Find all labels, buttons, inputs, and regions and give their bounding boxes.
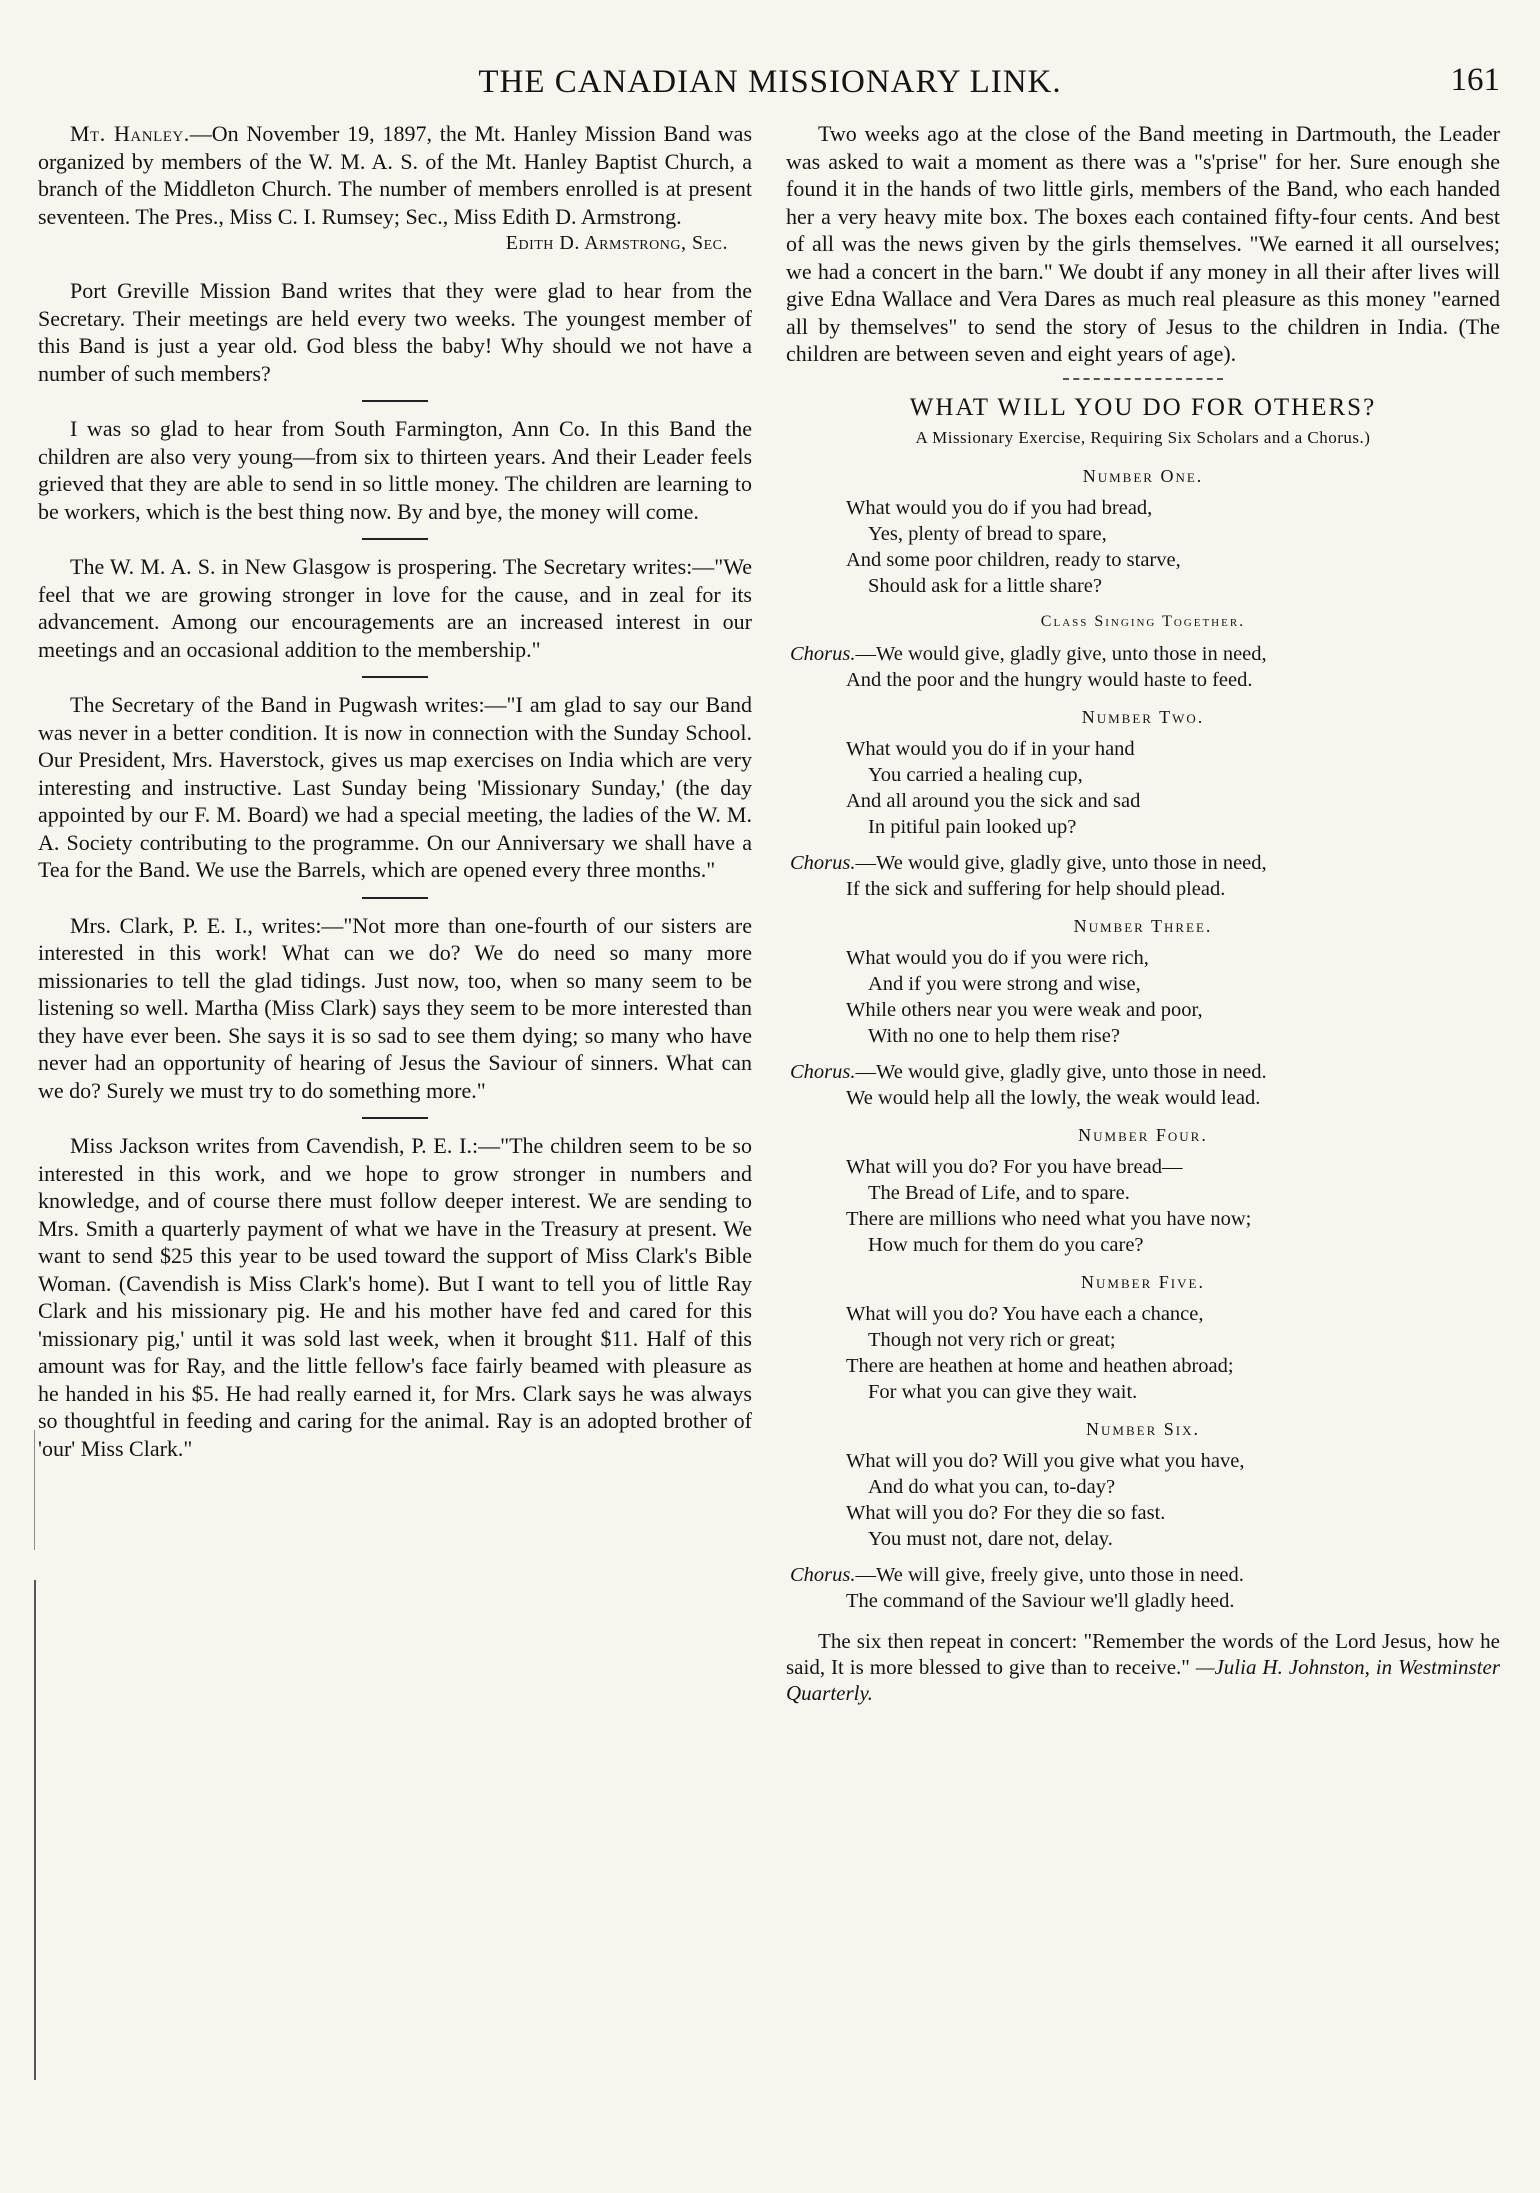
report-paragraph (38, 912, 752, 1105)
chorus-line (790, 876, 1500, 902)
verse-line: Yes, plenty of bread to spare, (868, 522, 1107, 545)
margin-mark (34, 1430, 35, 1550)
verse-line: What would you do if you were rich, (846, 946, 1149, 969)
verse-line: Though not very rich or great; (868, 1328, 1116, 1351)
chorus-text: The command of the Saviour we'll gladly heed. (846, 1589, 1235, 1612)
report-text: Mrs. Clark, P. E. I., writes:—"Not more than one-fourth of our sisters are interested in this work! What can we do? We do need so many more missionaries to tell the glad tidings. Just now, too, when so many seem to be listening so well. Martha (Miss Clark) says they seem to be more interested than they have ever been. She says it is so sad to see them dying; so many who have never had an opportunity of hearing of Jesus the Saviour of sinners. What can we do? Surely we must try to do something more." (38, 912, 752, 1103)
verse-line: In pitiful pain looked up? (868, 815, 1077, 838)
spacer (38, 255, 752, 277)
verse-line: What would you do if you had bread, (846, 496, 1153, 519)
class-singing-heading: Class Singing Together. (1040, 612, 1246, 630)
chorus (790, 1562, 1500, 1614)
chorus-line (790, 1562, 1500, 1588)
report-text: Port Greville Mission Band writes that they were glad to hear from the Secretary. Their meetings are held every two weeks. The youngest member of this Band is just a year old. God bless the baby! Why should we not have a number of such members? (38, 278, 752, 386)
report-paragraph (38, 553, 752, 663)
chorus-label: Chorus. (790, 1060, 856, 1083)
verse-line: How much for them do you care? (868, 1233, 1144, 1256)
verse-line: With no one to help them rise? (868, 1024, 1120, 1047)
verse-line: There are millions who need what you have now; (846, 1207, 1252, 1230)
chorus (790, 850, 1500, 902)
section-rule (362, 538, 428, 540)
verse (846, 1301, 1500, 1405)
right-column (786, 120, 1500, 1706)
attribution: —Julia H. Johnston, in Westminster Quarterly. (786, 1654, 1500, 1705)
section-rule (362, 400, 428, 402)
chorus-line (790, 641, 1500, 667)
chorus-line (790, 850, 1500, 876)
verse-line: What will you do? Will you give what you have, (846, 1449, 1245, 1472)
number-heading: Number Four. (1078, 1124, 1208, 1145)
verse-line: What would you do if in your hand (846, 737, 1135, 760)
report-text: —On November 19, 1897, the Mt. Hanley Mission Band was organized by members of the W. M. A. S. of the Mt. Hanley Baptist Church, a branch of the Middleton Church. The number of members enrolled is at present seventeen. The Pres., Miss C. I. Rumsey; Sec., Miss Edith D. Armstrong. (38, 121, 753, 229)
report-text: I was so glad to hear from South Farmington, Ann Co. In this Band the children are also very young—from six to thirteen years. And their Leader feels grieved that they are able to send in so little money. The children are learning to be workers, which is the best thing now. By and bye, the money will come. (38, 416, 752, 524)
verse-line: What will you do? You have each a chance, (846, 1302, 1204, 1325)
report-text: The Secretary of the Band in Pugwash writes:—"I am glad to say our Band was never in a better condition. It is now in connection with the Sunday School. Our President, Mrs. Haverstock, gives us map exercises on India which are very interesting and instructive. Last Sunday being 'Missionary Sunday,' (the day appointed by our F. M. Board) we had a special meeting, the ladies of the W. M. A. Society contributing to the programme. On our Anniversary we shall have a Tea for the Band. We use the Barrels, which are opened every three months." (38, 692, 752, 882)
chorus-text: —We would give, gladly give, unto those in need. (855, 1060, 1267, 1083)
verse (846, 1448, 1500, 1552)
exercise-sections (786, 466, 1500, 1614)
verse-line: And if you were strong and wise, (868, 972, 1141, 995)
report-lead: Mt. Hanley. (70, 121, 190, 146)
exercise-subtitle: A Missionary Exercise, Requiring Six Scholars and a Chorus.) (915, 427, 1371, 447)
chorus-text: If the sick and suffering for help should plead. (846, 877, 1226, 900)
signature: Edith D. Armstrong, Sec. (505, 232, 728, 254)
chorus-text: We would help all the lowly, the weak would lead. (846, 1086, 1261, 1109)
verse-line: While others near you were weak and poor, (846, 998, 1203, 1021)
chorus-label: Chorus. (790, 851, 856, 874)
report-text: The W. M. A. S. in New Glasgow is prospering. The Secretary writes:—"We feel that we are growing stronger in love for the cause, and in zeal for its advancement. Among our encouragements are an increased interest in our meetings and an occasional addition to the membership." (38, 554, 752, 662)
number-heading: Number Six. (1086, 1418, 1200, 1439)
number-heading: Number Three. (1073, 915, 1213, 936)
verse-line: And do what you can, to-day? (868, 1475, 1116, 1498)
page-number: 161 (1450, 62, 1500, 98)
verse-line: What will you do? For you have bread— (846, 1155, 1183, 1178)
report-paragraph (38, 415, 752, 525)
publication-title: THE CANADIAN MISSIONARY LINK. (478, 64, 1062, 100)
left-column (38, 120, 752, 1462)
dartmouth-report: Two weeks ago at the close of the Band meeting in Dartmouth, the Leader was asked to wait a moment as there was a "s'prise" for her. Sure enough she found it in the hands of two little girls, members of the Band, who each handed her a very heavy mite box. The boxes each contained fifty-four cents. And best of all was the news given by the girls themselves. "We earned it all ourselves; we had a concert in the barn." We doubt if any money in all their after lives will give Edna Wallace and Vera Dares as much real pleasure as this money "earned all by themselves" to send the story of Jesus to the children in India. (The children are between seven and eight years of age). (786, 121, 1500, 366)
chorus (790, 1059, 1500, 1111)
section-rule (362, 897, 428, 899)
number-heading: Number One. (1082, 465, 1204, 486)
report-paragraph (38, 277, 752, 387)
chorus-text: —We would give, gladly give, unto those in need, (855, 851, 1267, 874)
report-paragraph (38, 120, 752, 230)
chorus-label: Chorus. (790, 642, 856, 665)
verse-line: There are heathen at home and heathen abroad; (846, 1354, 1234, 1377)
verse-line: Should ask for a little share? (868, 574, 1102, 597)
section-divider (1063, 378, 1223, 380)
closing-quote: The six then repeat in concert: "Remember the words of the Lord Jesus, how he said, It is more blessed to give than to receive." (786, 1628, 1500, 1679)
verse-line: The Bread of Life, and to spare. (868, 1181, 1130, 1204)
closing-block (786, 1628, 1500, 1706)
verse-line: You carried a healing cup, (868, 763, 1083, 786)
section-rule (362, 1117, 428, 1119)
chorus (790, 641, 1500, 693)
number-heading: Number Two. (1081, 706, 1205, 727)
verse-line: And all around you the sick and sad (846, 789, 1141, 812)
chorus-line (790, 1588, 1500, 1614)
chorus-line (790, 1085, 1500, 1111)
verse-line: You must not, dare not, delay. (868, 1527, 1113, 1550)
verse (846, 1154, 1500, 1258)
section-rule (362, 676, 428, 678)
chorus-label: Chorus. (790, 1563, 856, 1586)
exercise-title: WHAT WILL YOU DO FOR OTHERS? (909, 393, 1377, 421)
closing-text (786, 1628, 1500, 1706)
chorus-text: And the poor and the hungry would haste to feed. (846, 668, 1253, 691)
chorus-line (790, 1059, 1500, 1085)
report-paragraph (38, 691, 752, 884)
report-paragraph (38, 1132, 752, 1462)
verse (846, 495, 1500, 599)
chorus-text: —We would give, gladly give, unto those in need, (855, 642, 1267, 665)
verse (846, 736, 1500, 840)
chorus-line (790, 667, 1500, 693)
number-heading: Number Five. (1081, 1271, 1205, 1292)
verse (846, 945, 1500, 1049)
verse-line: What will you do? For they die so fast. (846, 1501, 1166, 1524)
verse-line: And some poor children, ready to starve, (846, 548, 1181, 571)
report-text: Miss Jackson writes from Cavendish, P. E. I.:—"The children seem to be so interested in this work, and we hope to grow stronger in numbers and knowledge, and of course there must follow deeper interest. We are sending to Mrs. Smith a quarterly payment of what we have in the Treasury at present. We want to send $25 this year to be used toward the support of Miss Clark's Bible Woman. (Cavendish is Miss Clark's home). But I want to tell you of little Ray Clark and his missionary pig. He and his mother have fed and cared for this 'missionary pig,' until it was sold last week, when it brought $11. Half of this amount was for Ray, and the little fellow's face fairly beamed with pleasure as he handed in his $5. He had really earned it, for Mrs. Clark says he was always so thoughtful in feeding and caring for the animal. Ray is an adopted brother of 'our' Miss Clark." (38, 1133, 752, 1461)
chorus-text: —We will give, freely give, unto those in need. (855, 1563, 1244, 1586)
margin-mark (34, 1580, 36, 2080)
verse-line: For what you can give they wait. (868, 1380, 1138, 1403)
